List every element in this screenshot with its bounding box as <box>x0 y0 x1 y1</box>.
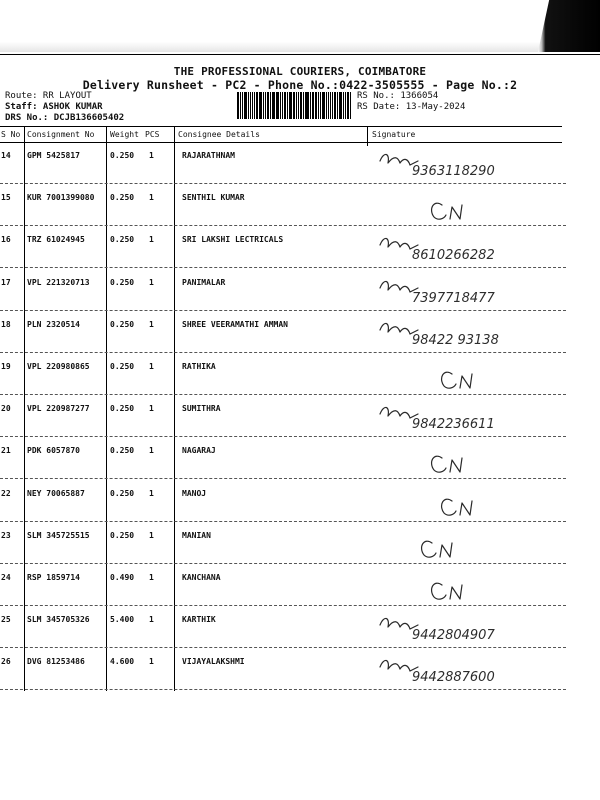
row-pcs: 1 <box>149 193 154 203</box>
row-weight: 0.250 <box>110 277 135 287</box>
handwritten-signature <box>372 649 597 691</box>
row-weight: 0.250 <box>110 319 135 329</box>
row-consignment-no: PLN 2320514 <box>27 319 80 329</box>
table-row <box>0 481 600 523</box>
row-consignee: NAGARAJ <box>182 446 216 456</box>
row-weight: 5.400 <box>110 615 135 625</box>
table-row <box>0 649 600 691</box>
company-title: THE PROFESSIONAL COURIERS, COIMBATORE <box>173 65 427 78</box>
row-sno: 14 <box>1 151 11 160</box>
handwritten-signature <box>372 143 597 185</box>
row-weight: 0.250 <box>110 362 135 371</box>
col-consignee-header: Consignee Details <box>178 130 260 139</box>
table-row <box>0 354 600 396</box>
row-consignment-no: TRZ 61024945 <box>27 235 85 245</box>
rs-number: RS No.: 1366054 <box>357 91 439 101</box>
row-sno: 20 <box>1 404 11 414</box>
top-rule <box>0 54 600 55</box>
row-consignment-no: RSP 1859714 <box>27 573 80 582</box>
row-weight: 0.250 <box>110 488 135 498</box>
row-weight: 0.250 <box>110 151 135 160</box>
row-pcs: 1 <box>149 488 154 498</box>
table-row <box>0 565 600 607</box>
row-consignee: MANOJ <box>182 488 207 498</box>
row-consignee: SENTHIL KUMAR <box>182 193 245 203</box>
signature-text: 8610266282 <box>412 248 495 264</box>
row-weight: 0.250 <box>110 530 135 540</box>
signature-text: 9442887600 <box>412 670 495 686</box>
handwritten-signature <box>372 312 597 354</box>
header-top-rule <box>0 126 562 127</box>
row-pcs: 1 <box>149 404 154 414</box>
row-consignment-no: DVG 81253486 <box>27 657 85 667</box>
col-pcs-header: PCS <box>145 130 160 139</box>
row-pcs: 1 <box>149 446 154 456</box>
row-sno: 23 <box>1 530 11 540</box>
drs-number: DRS No.: DCJB136605402 <box>5 113 125 123</box>
row-sno: 21 <box>1 446 11 456</box>
row-pcs: 1 <box>149 362 154 371</box>
handwritten-signature <box>372 227 597 269</box>
row-consignment-no: VPL 220980865 <box>27 362 90 371</box>
row-sno: 17 <box>1 277 11 287</box>
signature-text: 9842236611 <box>412 417 495 433</box>
table-row <box>0 438 600 480</box>
handwritten-signature <box>372 481 597 523</box>
row-weight: 0.250 <box>110 446 135 456</box>
rs-date: RS Date: 13-May-2024 <box>357 102 466 112</box>
route-label: Route: RR LAYOUT <box>5 91 92 101</box>
table-row <box>0 396 600 438</box>
row-pcs: 1 <box>149 235 154 245</box>
row-consignee: RAJARATHNAM <box>182 151 235 160</box>
row-sno: 15 <box>1 193 11 203</box>
row-consignee: KARTHIK <box>182 615 216 625</box>
row-sno: 25 <box>1 615 11 625</box>
row-consignment-no: KUR 7001399080 <box>27 193 95 203</box>
handwritten-signature <box>372 438 597 480</box>
row-sno: 19 <box>1 362 11 371</box>
row-consignee: PANIMALAR <box>182 277 226 287</box>
row-sno: 16 <box>1 235 11 245</box>
row-consignee: SRI LAKSHI LECTRICALS <box>182 235 284 245</box>
scan-strip <box>0 0 600 52</box>
row-consignment-no: VPL 220987277 <box>27 404 90 414</box>
row-consignee: SHREE VEERAMATHI AMMAN <box>182 319 288 329</box>
row-pcs: 1 <box>149 573 154 582</box>
handwritten-signature <box>372 270 597 312</box>
row-consignee: KANCHANA <box>182 573 221 582</box>
handwritten-signature <box>372 185 597 227</box>
row-pcs: 1 <box>149 151 154 160</box>
row-consignment-no: NEY 70065887 <box>27 488 85 498</box>
barcode <box>237 92 352 119</box>
signature-text: 98422 93138 <box>412 332 499 348</box>
row-consignment-no: SLM 345705326 <box>27 615 90 625</box>
table-row <box>0 185 600 227</box>
col-weight-header: Weight <box>110 130 139 139</box>
scan-edge <box>0 0 600 52</box>
col-sno-header: S No <box>1 130 21 139</box>
row-weight: 0.490 <box>110 573 135 582</box>
handwritten-signature <box>372 354 597 396</box>
signature-text: 9442804907 <box>412 628 495 644</box>
row-pcs: 1 <box>149 277 154 287</box>
handwritten-signature <box>372 607 597 649</box>
table-row <box>0 523 600 565</box>
signature-text: 9363118290 <box>412 164 495 179</box>
handwritten-signature <box>372 396 597 438</box>
col-consignment-header: Consignment No <box>27 130 95 139</box>
row-pcs: 1 <box>149 530 154 540</box>
row-consignee: VIJAYALAKSHMI <box>182 657 245 667</box>
row-consignment-no: SLM 345725515 <box>27 530 90 540</box>
runsheet-subtitle: Delivery Runsheet - PC2 - Phone No.:0422-3505555 - Page No.:2 <box>82 78 518 92</box>
row-weight: 0.250 <box>110 404 135 414</box>
row-weight: 0.250 <box>110 235 135 245</box>
row-weight: 0.250 <box>110 193 135 203</box>
col-signature-header: Signature <box>372 130 416 139</box>
row-pcs: 1 <box>149 615 154 625</box>
row-sno: 22 <box>1 488 11 498</box>
row-weight: 4.600 <box>110 657 135 667</box>
row-sno: 18 <box>1 319 11 329</box>
row-pcs: 1 <box>149 657 154 667</box>
signature-text: 7397718477 <box>412 290 495 306</box>
row-sno: 26 <box>1 657 11 667</box>
row-sno: 24 <box>1 573 11 582</box>
staff-label: Staff: ASHOK KUMAR <box>5 102 103 112</box>
table-row <box>0 143 600 185</box>
table-row <box>0 227 600 269</box>
table-row <box>0 312 600 354</box>
handwritten-signature <box>372 565 597 607</box>
row-consignee: SUMITHRA <box>182 404 221 414</box>
table-row <box>0 270 600 312</box>
row-consignment-no: PDK 6057870 <box>27 446 80 456</box>
row-consignee: MANIAN <box>182 530 211 540</box>
row-consignment-no: GPM 5425817 <box>27 151 80 160</box>
row-consignee: RATHIKA <box>182 362 216 371</box>
row-pcs: 1 <box>149 319 154 329</box>
row-consignment-no: VPL 221320713 <box>27 277 90 287</box>
table-row <box>0 607 600 649</box>
handwritten-signature <box>372 523 597 565</box>
